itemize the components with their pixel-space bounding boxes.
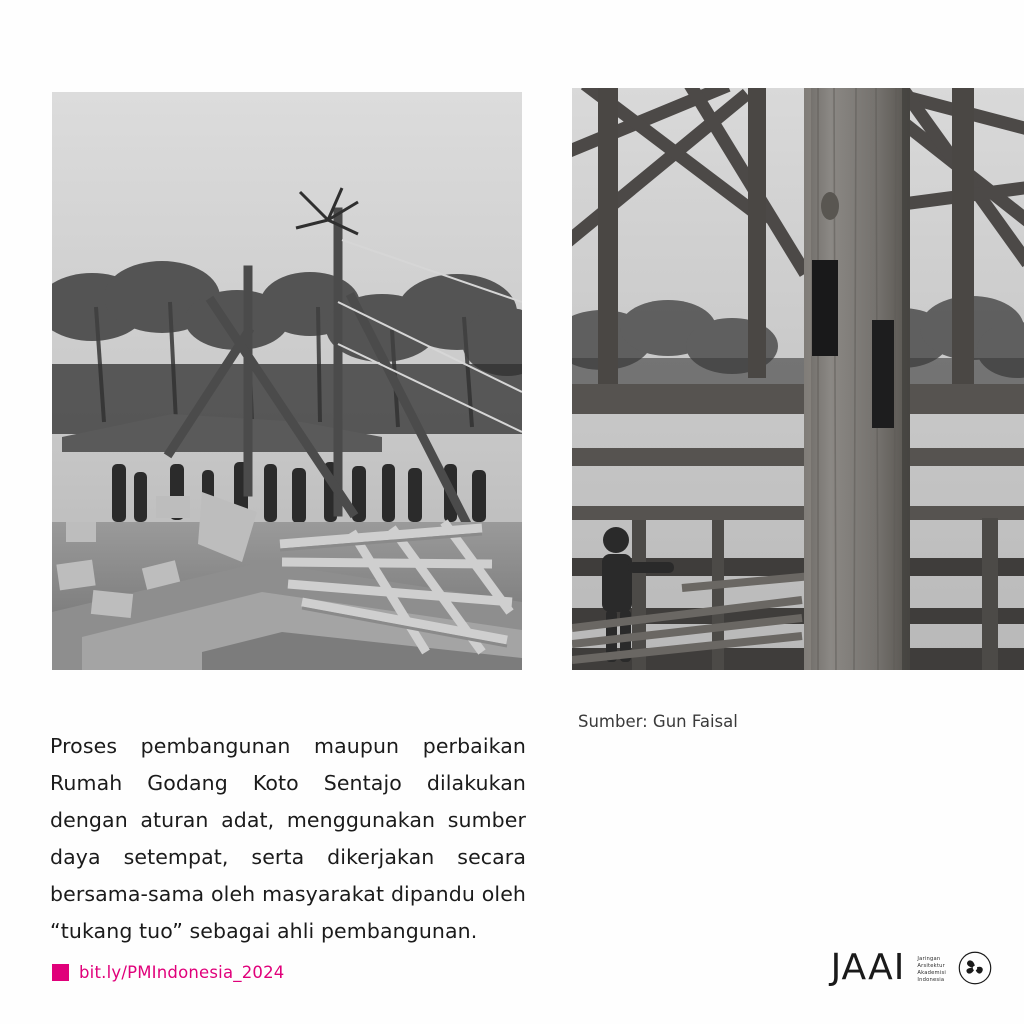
footer-link[interactable]	[52, 963, 285, 982]
jaai-subtext-line-3: Akademisi	[917, 969, 946, 976]
caption-paragraph: Proses pembangunan maupun perbaikan Rumah Godang Koto Sentajo dilakukan dengan aturan adat, menggunakan sumber daya setempat, serta dikerjakan secara bersama-sama oleh masyarakat dipandu oleh “tukang tuo” sebagai ahli pembangunan.	[50, 733, 526, 943]
construction-site-photo-graphic	[52, 92, 522, 670]
jaai-subtext-line-1: Jaringan	[917, 955, 941, 962]
jaai-mark-icon	[958, 951, 992, 985]
jaai-subtext-line-2: Arsitektur	[917, 962, 945, 969]
jaai-logo	[830, 947, 992, 988]
source-credit: Sumber: Gun Faisal	[578, 712, 738, 731]
jaai-subtext	[917, 953, 946, 984]
timber-column-photo-graphic	[572, 88, 1024, 670]
footer-link-text[interactable]: bit.ly/PMIndonesia_2024	[79, 963, 285, 982]
footer-marker-icon	[52, 964, 69, 981]
timber-column-photo	[572, 88, 1024, 670]
construction-site-photo	[52, 92, 522, 670]
jaai-wordmark: JAAI	[830, 947, 906, 988]
jaai-subtext-line-4: Indonesia	[917, 976, 945, 983]
